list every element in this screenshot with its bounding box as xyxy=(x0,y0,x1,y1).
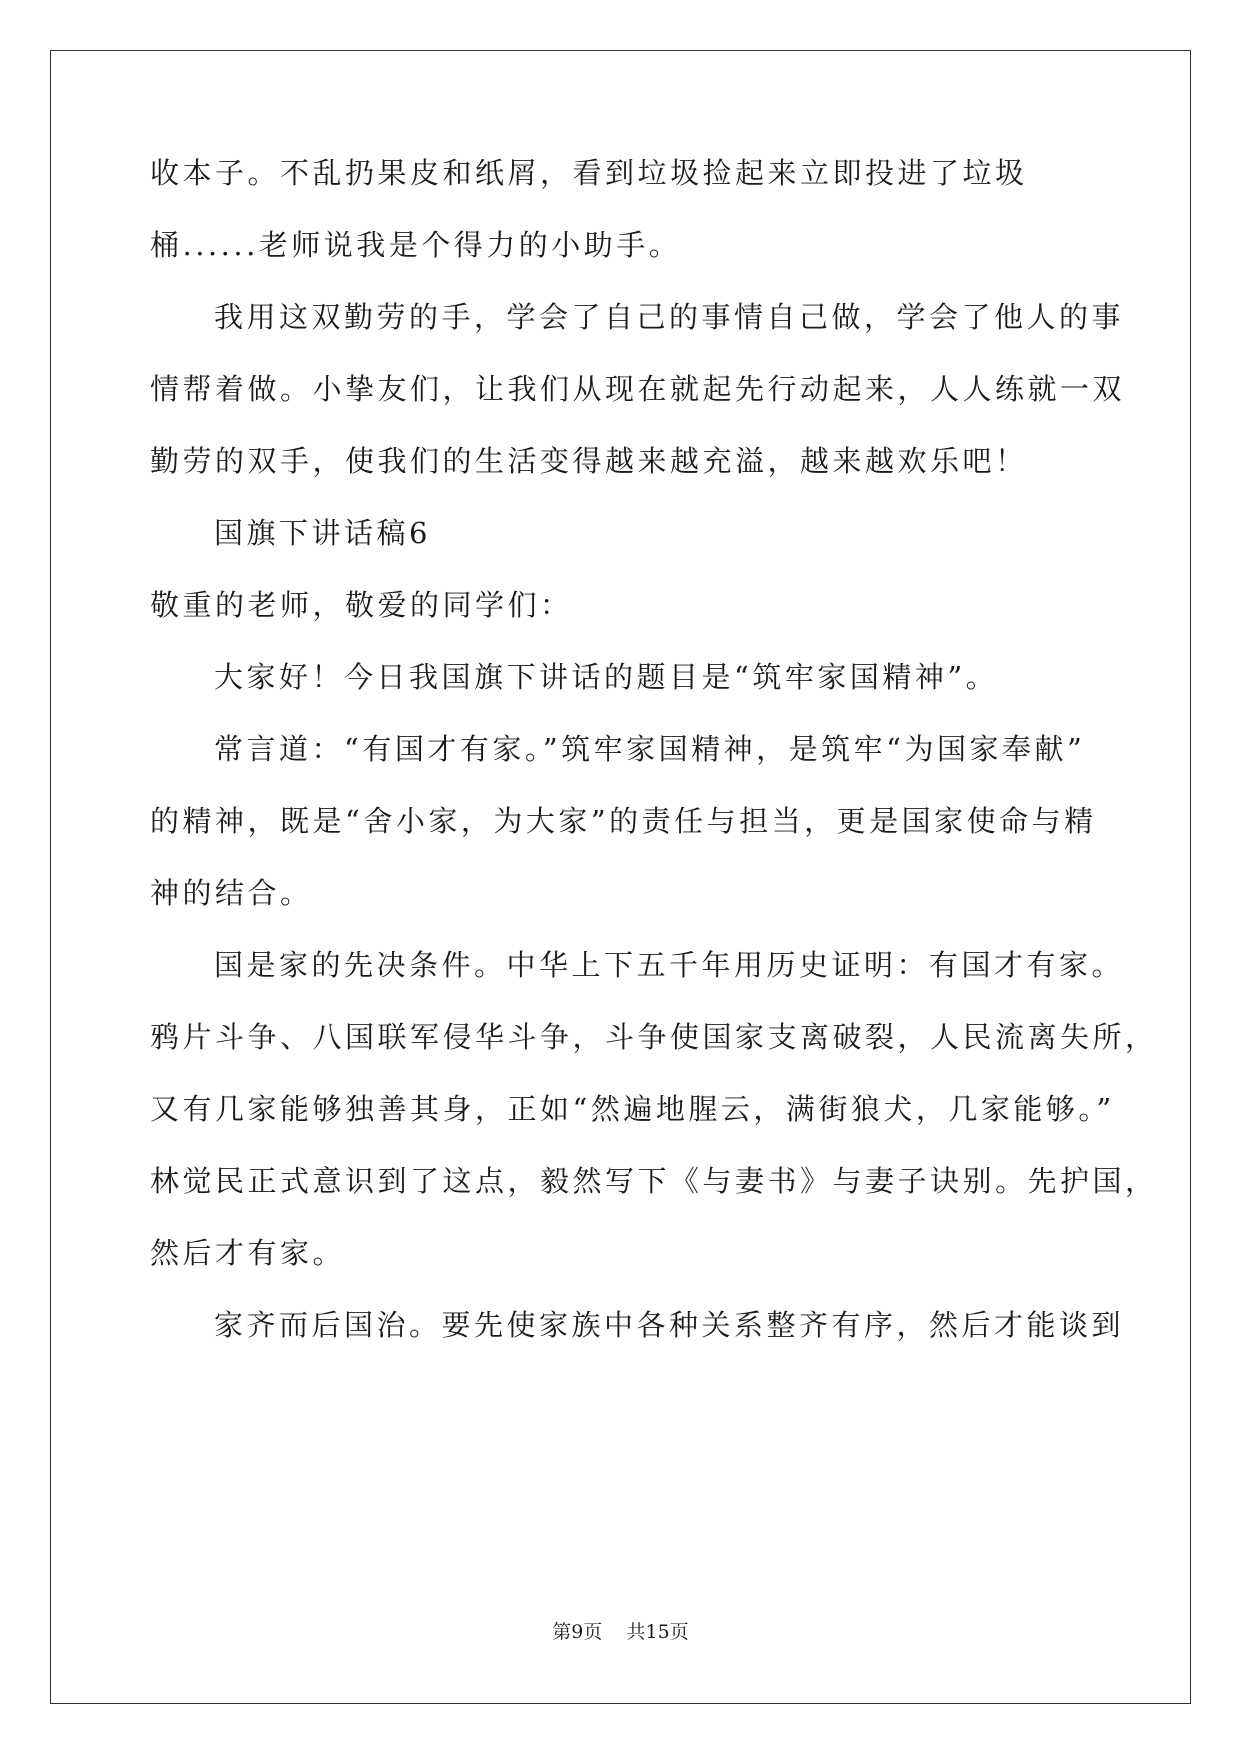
text-line: 林觉民正式意识到了这点，毅然写下《与妻书》与妻子诀别。先护国， xyxy=(150,1164,1158,1198)
paragraph-start-line: 常言道：“有国才有家。”筑牢家国精神，是筑牢“为国家奉献” xyxy=(214,732,1086,766)
text-line: 鸦片斗争、八国联军侵华斗争，斗争使国家支离破裂，人民流离失所， xyxy=(150,1020,1158,1054)
text-line: 又有几家能够独善其身，正如“然遍地腥云，满街狼犬，几家能够。” xyxy=(150,1092,1115,1126)
text-line: 情帮着做。小挚友们，让我们从现在就起先行动起来，人人练就一双 xyxy=(150,372,1126,406)
page-number: 第9页 xyxy=(552,1621,603,1643)
text-line: 的精神，既是“舍小家，为大家”的责任与担当，更是国家使命与精 xyxy=(150,804,1097,838)
text-line: 勤劳的双手，使我们的生活变得越来越充溢，越来越欢乐吧！ xyxy=(150,444,1028,478)
text-line: 收本子。不乱扔果皮和纸屑，看到垃圾捡起来立即投进了垃圾 xyxy=(150,156,1028,190)
text-line: 桶......老师说我是个得力的小助手。 xyxy=(150,228,682,262)
paragraph-start-line: 家齐而后国治。要先使家族中各种关系整齐有序，然后才能谈到 xyxy=(214,1308,1125,1342)
salutation: 敬重的老师，敬爱的同学们： xyxy=(150,588,573,622)
page-footer xyxy=(0,1620,1241,1644)
paragraph-start-line: 国是家的先决条件。中华上下五千年用历史证明：有国才有家。 xyxy=(214,948,1125,982)
section-heading: 国旗下讲话稿6 xyxy=(214,516,431,550)
page-total: 共15页 xyxy=(626,1621,689,1643)
text-line: 神的结合。 xyxy=(150,876,313,910)
paragraph-start-line: 大家好！今日我国旗下讲话的题目是“筑牢家国精神”。 xyxy=(214,660,999,694)
text-line: 然后才有家。 xyxy=(150,1236,346,1270)
paragraph-start-line: 我用这双勤劳的手，学会了自己的事情自己做，学会了他人的事 xyxy=(214,300,1125,334)
